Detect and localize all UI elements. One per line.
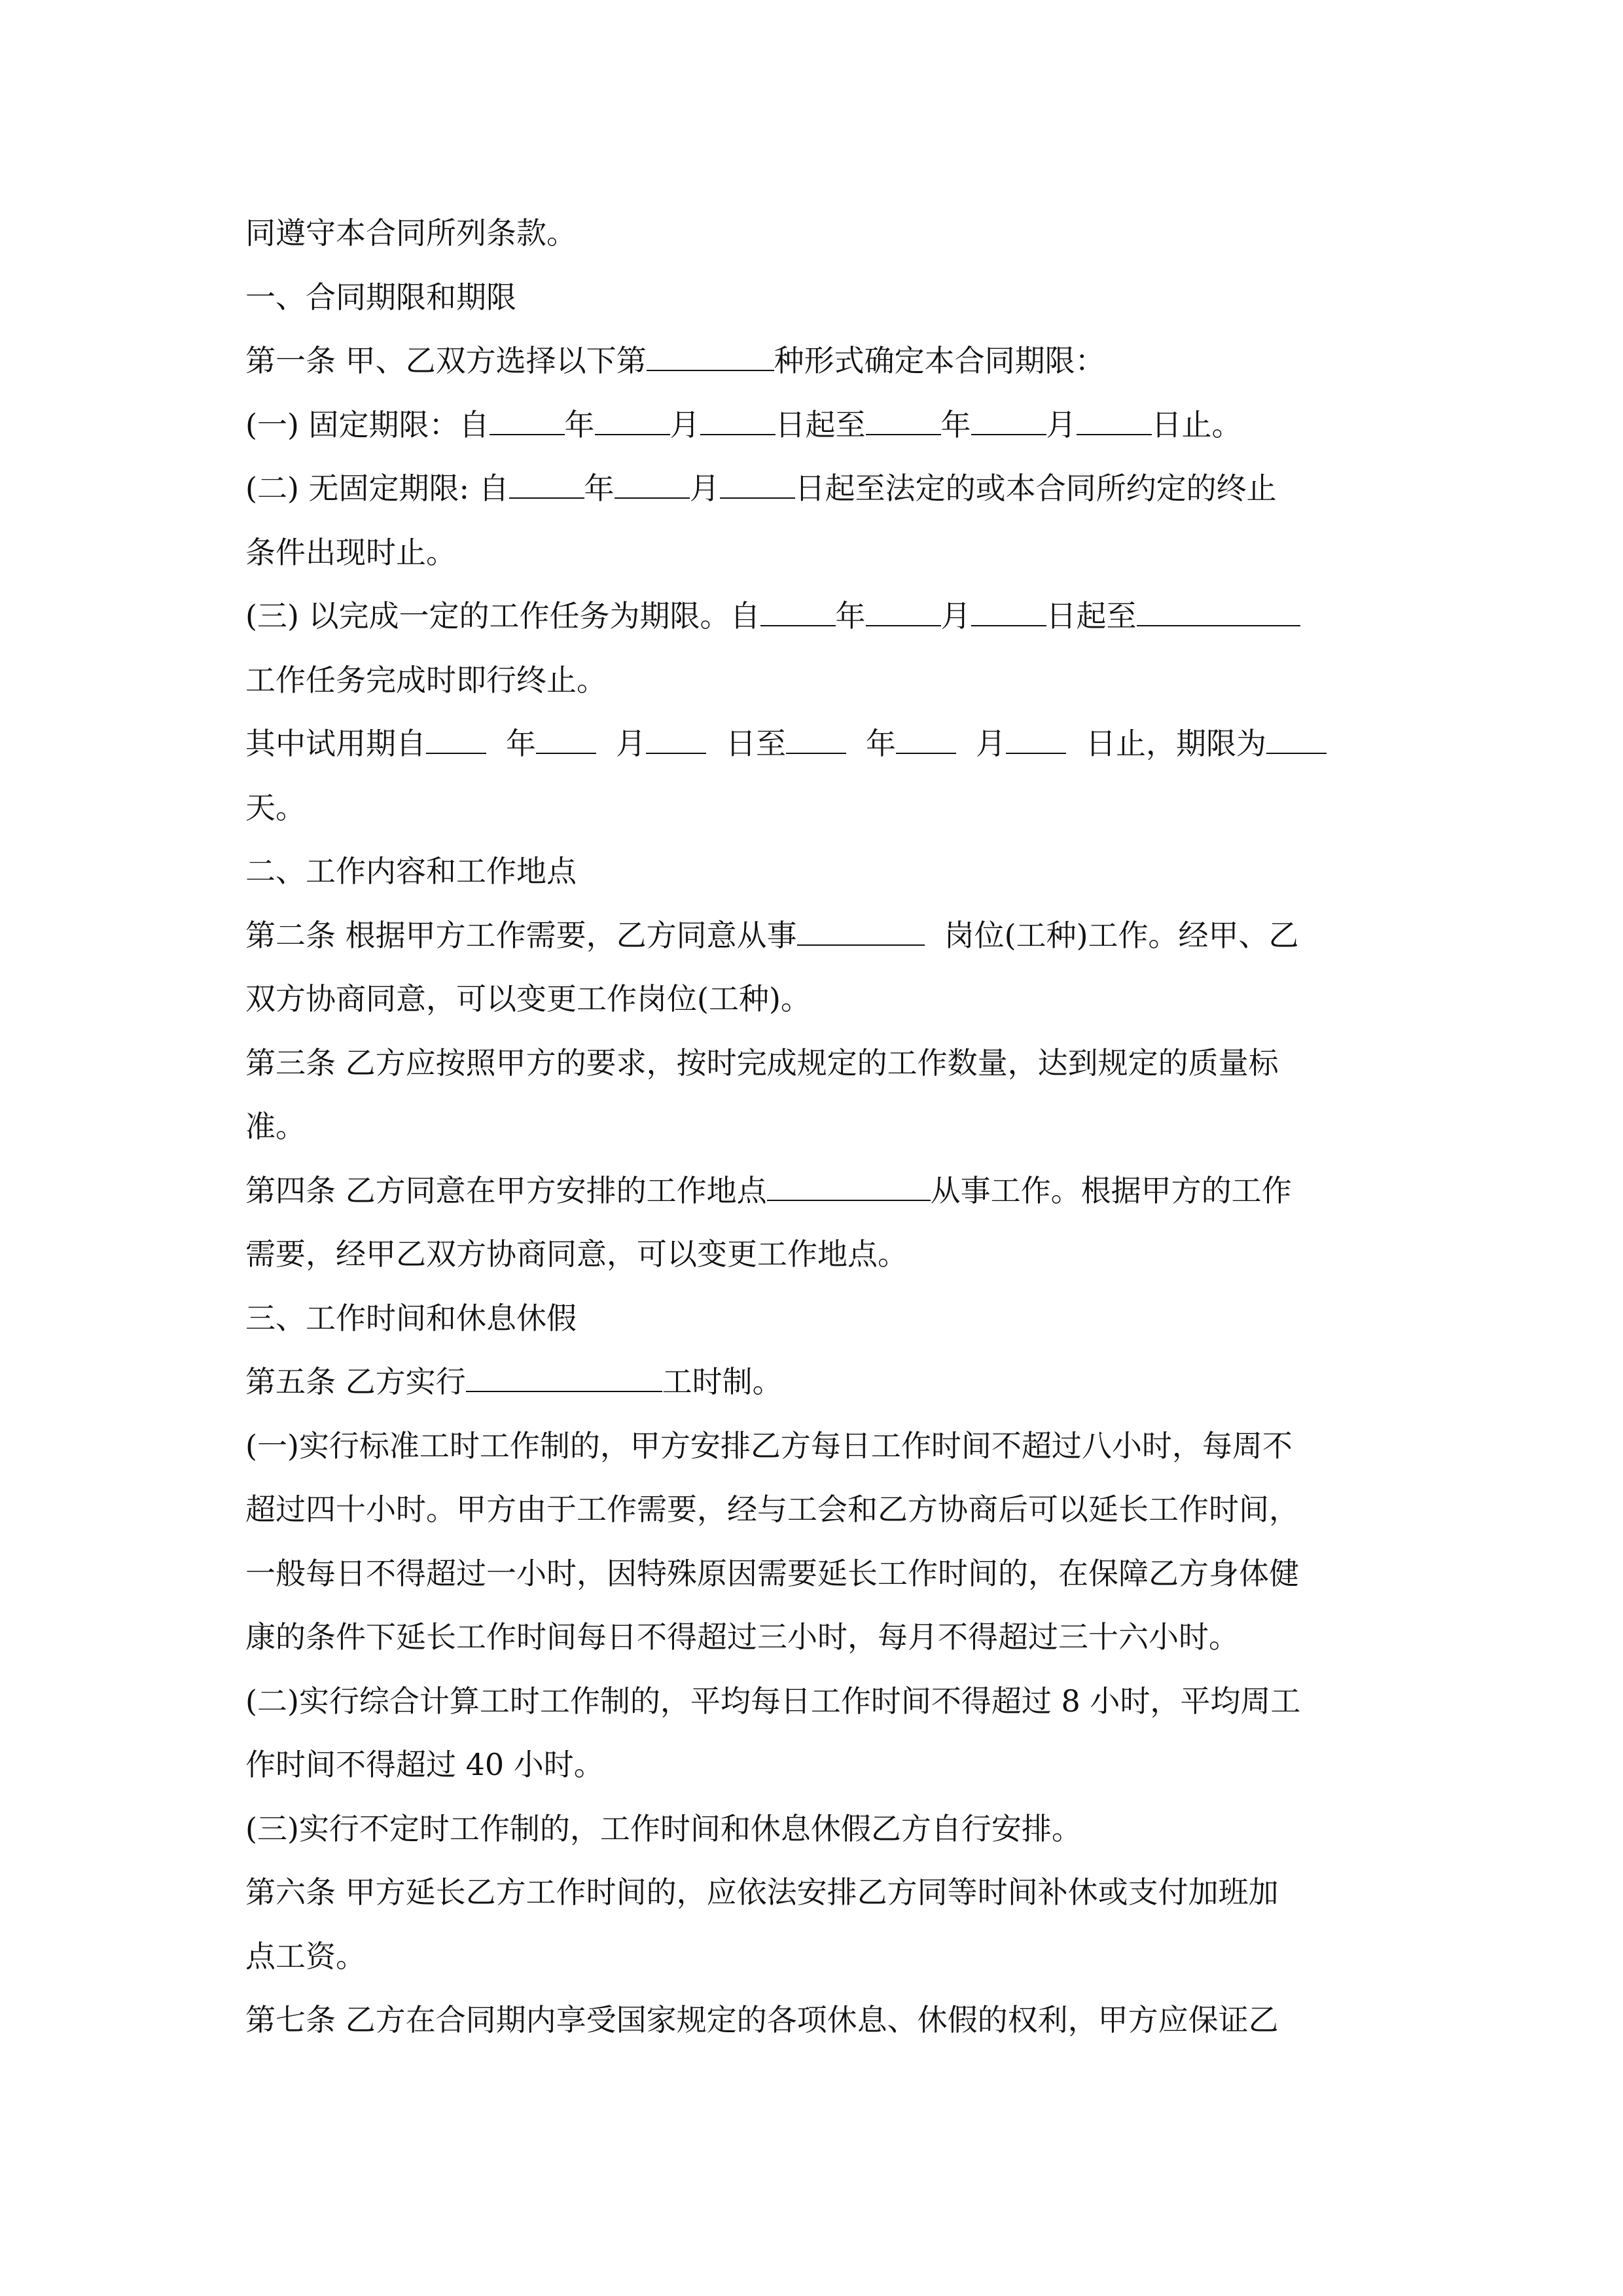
article-4: 第四条 乙方同意在甲方安排的工作地点 从事工作。根据甲方的工作 bbox=[245, 1159, 1384, 1223]
section-heading: 二、工作内容和工作地点 bbox=[245, 853, 577, 889]
text-line: (一)实行标准工时工作制的，甲方安排乙方每日工作时间不超过八小时，每周不 bbox=[245, 1427, 1293, 1463]
text-line: (二)实行综合计算工时工作制的，平均每日工作时间不得超过 8 小时，平均周工 bbox=[245, 1683, 1301, 1719]
open-start-day-blank[interactable] bbox=[720, 461, 795, 499]
probation-start-year-blank[interactable] bbox=[426, 716, 486, 754]
article-5: 第五条 乙方实行 工时制。 bbox=[245, 1350, 1384, 1414]
probation-end-month-blank[interactable] bbox=[896, 716, 956, 754]
text-line: 工作任务完成时即行终止。 bbox=[245, 662, 607, 698]
task-term-line: (三) 以完成一定的工作任务为期限。自 年 月 日起至 bbox=[245, 584, 1384, 649]
fixed-term-line: (一) 固定期限：自 年 月 日起至 年 月 日止。 bbox=[245, 393, 1384, 457]
text-line: 点工资。 bbox=[245, 1938, 366, 1974]
start-day-blank[interactable] bbox=[700, 397, 776, 435]
probation-line: 其中试用期自 年 月 日至 年 月 日止，期限为 bbox=[245, 712, 1384, 776]
task-description-blank[interactable] bbox=[1137, 588, 1300, 626]
job-position-blank[interactable] bbox=[797, 908, 925, 946]
probation-days-blank[interactable] bbox=[1266, 716, 1327, 754]
working-hours-system-blank[interactable] bbox=[466, 1354, 662, 1392]
work-location-blank[interactable] bbox=[767, 1163, 931, 1201]
text-line: 条件出现时止。 bbox=[245, 534, 456, 570]
article-7: 第七条 乙方在合同期内享受国家规定的各项休息、休假的权利，甲方应保证乙 bbox=[245, 2002, 1279, 2037]
probation-start-month-blank[interactable] bbox=[536, 716, 596, 754]
text-line: (三)实行不定时工作制的，工作时间和休息休假乙方自行安排。 bbox=[245, 1810, 1082, 1846]
article-2: 第二条 根据甲方工作需要，乙方同意从事 岗位(工种)工作。经甲、乙 bbox=[245, 904, 1384, 968]
text-line: 一般每日不得超过一小时，因特殊原因需要延长工作时间的，在保障乙方身体健 bbox=[245, 1555, 1299, 1591]
article-3: 第三条 乙方应按照甲方的要求，按时完成规定的工作数量，达到规定的质量标 bbox=[245, 1045, 1279, 1081]
section-heading: 三、工作时间和休息休假 bbox=[245, 1300, 577, 1336]
probation-start-day-blank[interactable] bbox=[646, 716, 706, 754]
section-heading: 一、合同期限和期限 bbox=[245, 279, 516, 315]
article-1: 第一条 甲、乙双方选择以下第 种形式确定本合同期限： bbox=[245, 329, 1384, 393]
text-line: 康的条件下延长工作时间每日不得超过三小时，每月不得超过三十六小时。 bbox=[245, 1619, 1239, 1655]
start-year-blank[interactable] bbox=[490, 397, 565, 435]
open-start-month-blank[interactable] bbox=[615, 461, 690, 499]
start-month-blank[interactable] bbox=[595, 397, 670, 435]
task-start-month-blank[interactable] bbox=[866, 588, 941, 626]
task-start-year-blank[interactable] bbox=[760, 588, 836, 626]
contract-page bbox=[245, 202, 1384, 2053]
text-line: 超过四十小时。甲方由于工作需要，经与工会和乙方协商后可以延长工作时间， bbox=[245, 1492, 1299, 1527]
text-line: 需要，经甲乙双方协商同意，可以变更工作地点。 bbox=[245, 1236, 908, 1272]
article-6: 第六条 甲方延长乙方工作时间的，应依法安排乙方同等时间补休或支付加班加 bbox=[245, 1874, 1279, 1910]
probation-end-year-blank[interactable] bbox=[786, 716, 846, 754]
end-month-blank[interactable] bbox=[971, 397, 1046, 435]
text-line: 同遵守本合同所列条款。 bbox=[245, 215, 577, 251]
open-start-year-blank[interactable] bbox=[509, 461, 584, 499]
text-line: 作时间不得超过 40 小时。 bbox=[245, 1747, 604, 1782]
end-year-blank[interactable] bbox=[866, 397, 941, 435]
task-start-day-blank[interactable] bbox=[971, 588, 1046, 626]
contract-form-blank[interactable] bbox=[647, 333, 774, 371]
text-line: 天。 bbox=[245, 789, 306, 825]
end-day-blank[interactable] bbox=[1077, 397, 1152, 435]
probation-end-day-blank[interactable] bbox=[1006, 716, 1066, 754]
text-line: 双方协商同意，可以变更工作岗位(工种)。 bbox=[245, 981, 811, 1016]
open-term-line: (二) 无固定期限: 自 年 月 日起至法定的或本合同所约定的终止 bbox=[245, 457, 1384, 521]
text-line: 准。 bbox=[245, 1109, 306, 1144]
